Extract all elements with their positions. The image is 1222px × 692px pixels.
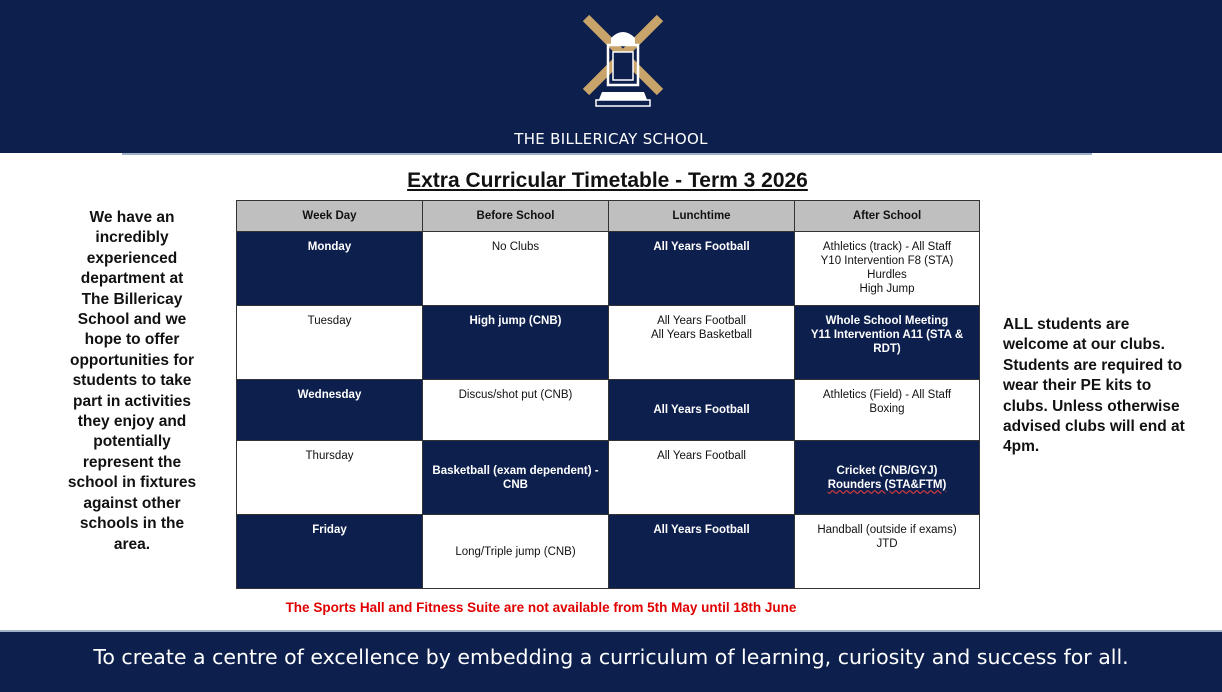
club-entry: High Jump [859, 283, 915, 295]
after-school-cell [795, 306, 980, 380]
day-cell: Monday [237, 232, 423, 306]
before-school-cell [423, 441, 609, 515]
day-cell: Thursday [237, 441, 423, 515]
club-entry: Y10 Intervention F8 (STA) [820, 255, 954, 267]
day-cell: Wednesday [237, 380, 423, 441]
club-entry: High jump (CNB) [469, 315, 562, 327]
club-entry: Basketball (exam dependent) - CNB [432, 464, 599, 491]
column-header-after-school: After School [795, 201, 980, 232]
lunchtime-cell [609, 232, 795, 306]
club-entry: No Clubs [491, 241, 540, 253]
after-school-cell [795, 515, 980, 589]
header-divider [122, 153, 1092, 155]
club-entry: Whole School Meeting [825, 315, 949, 327]
header-banner [0, 0, 1222, 153]
column-header-week-day: Week Day [237, 201, 423, 232]
table-row-friday [237, 515, 980, 589]
day-cell: Friday [237, 515, 423, 589]
club-entry: Hurdles [867, 269, 907, 281]
column-header-before-school: Before School [423, 201, 609, 232]
column-header-lunchtime: Lunchtime [609, 201, 795, 232]
school-name: THE BILLERICAY SCHOOL [514, 130, 708, 148]
after-school-cell [795, 380, 980, 441]
timetable [236, 200, 980, 589]
footer-banner [0, 630, 1222, 692]
lunchtime-cell [609, 441, 795, 515]
before-school-cell [423, 232, 609, 306]
timetable-header-row [237, 201, 980, 232]
club-entry: All Years Football [657, 450, 746, 462]
club-entry: Long/Triple jump (CNB) [455, 545, 576, 558]
table-row-wednesday [237, 380, 980, 441]
club-entry: All Years Football [653, 404, 750, 416]
before-school-cell [423, 380, 609, 441]
windmill-logo-icon [580, 12, 666, 112]
page-title: Extra Curricular Timetable - Term 3 2026 [407, 169, 808, 192]
availability-notice: The Sports Hall and Fitness Suite are not available from 5th May until 18th June [285, 600, 797, 615]
club-entry: JTD [876, 538, 898, 550]
club-rules-text: ALL students are welcome at our clubs. Students are required to wear their PE kits to clubs. Unless otherwise advised clubs will end at 4pm. [1003, 316, 1185, 456]
school-mission-statement: To create a centre of excellence by embedding a curriculum of learning, curiosity and success for all. [93, 645, 1129, 669]
table-row-tuesday [237, 306, 980, 380]
club-entry: Rounders (STA&FTM) [827, 478, 947, 491]
after-school-cell [795, 232, 980, 306]
club-entry: Discus/shot put (CNB) [458, 389, 573, 401]
club-entry: Handball (outside if exams) [817, 524, 957, 536]
department-intro-text: We have an incredibly experienced department at The Billericay School and we hope to offer opportunities for students to take part in activities they enjoy and potentially represent the school in fixtures against other schools in the area. [67, 209, 197, 553]
before-school-cell [423, 306, 609, 380]
table-row-thursday [237, 441, 980, 515]
club-entry: Athletics (Field) - All Staff [822, 389, 952, 401]
club-entry: All Years Basketball [650, 329, 752, 341]
club-entry: Cricket (CNB/GYJ) [836, 464, 938, 477]
club-entry: Y11 Intervention A11 (STA & RDT) [810, 329, 964, 355]
club-entry: All Years Football [653, 524, 750, 536]
table-row-monday [237, 232, 980, 306]
footer-divider [0, 630, 1222, 632]
club-entry: Athletics (track) - All Staff [822, 241, 952, 253]
lunchtime-cell [609, 306, 795, 380]
after-school-cell [795, 441, 980, 515]
club-entry: Boxing [869, 403, 905, 415]
lunchtime-cell [609, 515, 795, 589]
club-entry: All Years Football [657, 315, 746, 327]
club-entry: All Years Football [653, 241, 750, 253]
lunchtime-cell [609, 380, 795, 441]
before-school-cell [423, 515, 609, 589]
day-cell: Tuesday [237, 306, 423, 380]
